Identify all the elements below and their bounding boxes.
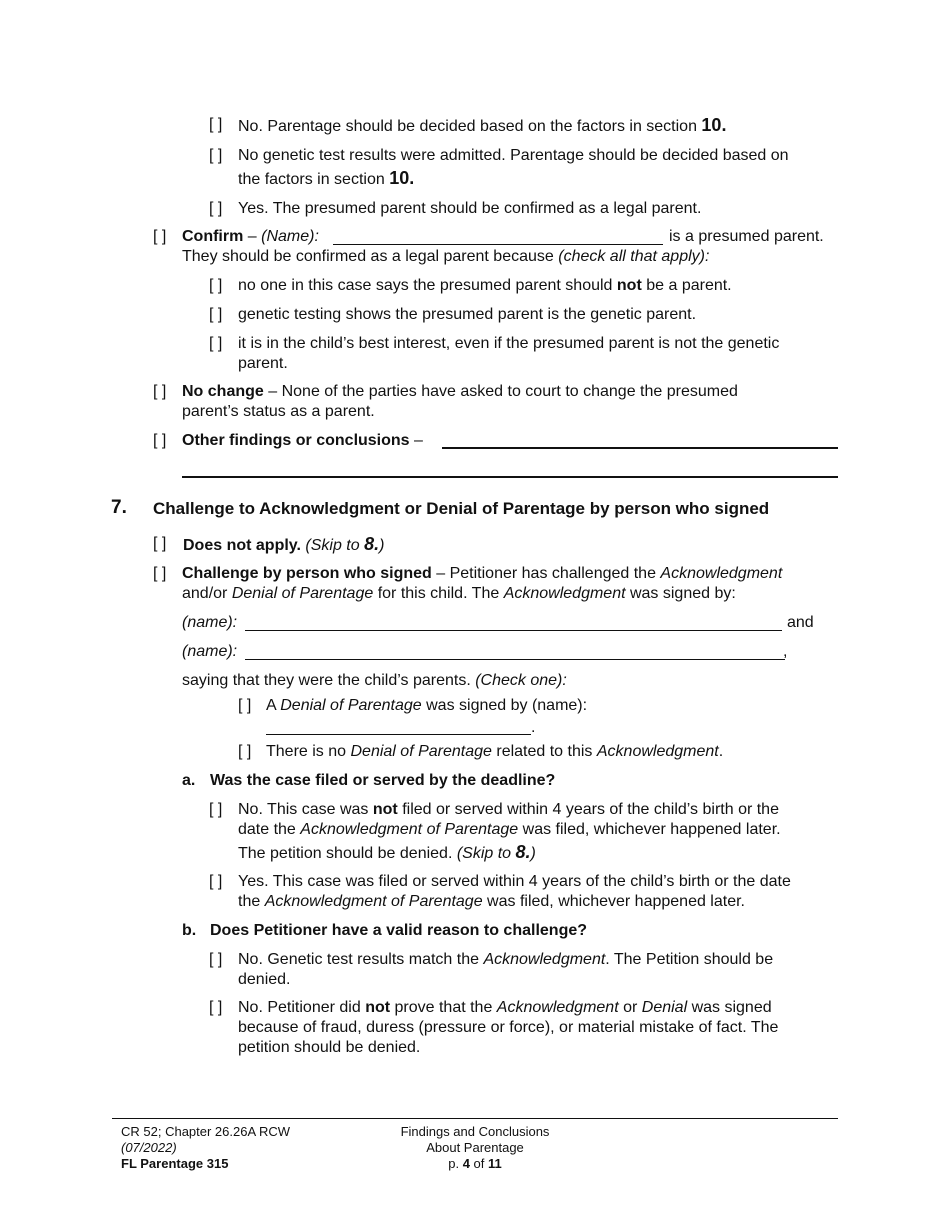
option-text: was signed [687, 999, 772, 1016]
page-total: 11 [488, 1156, 502, 1171]
option-text: the [238, 893, 265, 910]
emphasis: not [365, 999, 391, 1016]
option-text: Acknowledgment [596, 743, 719, 760]
option-text: it is in the child’s best interest, even if the presumed parent is not the genetic [238, 335, 780, 352]
option-text: – None of the parties have asked to court to change the presumed [263, 383, 738, 400]
checkbox[interactable]: [ ] [209, 801, 223, 818]
option-text: was filed, whichever happened later. [482, 893, 745, 910]
challenge-text: for this child. The [373, 585, 504, 602]
name-label-1: (name): [182, 614, 238, 631]
option-text: Yes. This case was filed or served within 4 years of the child’s birth or the date [238, 873, 791, 890]
challenge-text: Acknowledgment [660, 565, 783, 582]
option-text: Yes. The presumed parent should be confirmed as a legal parent. [238, 200, 702, 217]
challenge-text: – Petitioner has challenged the [431, 565, 661, 582]
checkbox[interactable]: [ ] [209, 951, 223, 968]
emphasis: not [616, 277, 642, 294]
skip-note: ) [530, 845, 536, 862]
page-current: 4 [462, 1156, 470, 1171]
check-one-note: (Check one): [475, 672, 567, 689]
skip-note: ) [379, 537, 385, 554]
not-apply-label: Does not apply. [183, 537, 301, 554]
name-input-line-2[interactable] [245, 659, 785, 660]
section-ref: 10. [701, 115, 727, 135]
dash: – [409, 432, 423, 449]
no-change-label: No change [182, 383, 264, 400]
name-input-line-1[interactable] [245, 630, 782, 631]
option-text: The petition should be denied. [238, 845, 457, 862]
option-text: No. This case was [238, 801, 373, 818]
checkbox[interactable]: [ ] [209, 116, 223, 133]
option-text: Acknowledgment of Parentage [300, 821, 519, 838]
section-ref: 10. [389, 168, 415, 188]
skip-note: (Skip to [300, 537, 365, 554]
subsection-question: Was the case filed or served by the deadline? [210, 772, 556, 789]
option-text: A [266, 697, 281, 714]
page-number [395, 1156, 555, 1172]
other-input-line-1[interactable] [442, 447, 838, 449]
option-text: Denial [641, 999, 688, 1016]
option-text: no one in this case says the presumed parent should [238, 277, 617, 294]
challenge-label: Challenge by person who signed [182, 565, 432, 582]
option-text: . [718, 743, 724, 760]
option-text: genetic testing shows the presumed parent is the genetic parent. [238, 306, 697, 323]
subsection-label: b. [182, 922, 197, 939]
name-input-line[interactable] [333, 244, 663, 245]
option-text: the factors in section [238, 171, 390, 188]
option-text: No. Genetic test results match the [238, 951, 484, 968]
comma-text: , [783, 643, 788, 660]
option-text: petition should be denied. [238, 1039, 421, 1056]
checkbox[interactable]: [ ] [209, 306, 223, 323]
checkbox[interactable]: [ ] [209, 277, 223, 294]
name-label: (Name): [261, 228, 319, 245]
checkbox[interactable]: [ ] [209, 200, 223, 217]
option-text: Acknowledgment of Parentage [264, 893, 483, 910]
option-text: was filed, whichever happened later. [518, 821, 781, 838]
dash: – [243, 228, 262, 245]
option-text: No. Petitioner did [238, 999, 366, 1016]
option-text: There is no [266, 743, 351, 760]
checkbox[interactable]: [ ] [153, 565, 167, 582]
footer-form-id: FL Parentage 315 [121, 1156, 229, 1171]
option-text: because of fraud, duress (pressure or force), or material mistake of fact. The [238, 1019, 779, 1036]
option-text: No genetic test results were admitted. Parentage should be decided based on [238, 147, 789, 164]
page-of: of [469, 1156, 489, 1171]
option-text: was signed by (name): [421, 697, 588, 714]
challenge-text: Acknowledgment [503, 585, 626, 602]
period-text: . [531, 719, 536, 736]
section-title: Challenge to Acknowledgment or Denial of Parentage by person who signed [153, 499, 770, 518]
option-text: be a parent. [641, 277, 732, 294]
emphasis: not [372, 801, 398, 818]
challenge-text: and/or [182, 585, 232, 602]
checkbox[interactable]: [ ] [238, 697, 252, 714]
option-text: or [618, 999, 642, 1016]
checkbox[interactable]: [ ] [153, 383, 167, 400]
subsection-label: a. [182, 772, 196, 789]
checkbox[interactable]: [ ] [209, 335, 223, 352]
other-label: Other findings or conclusions [182, 432, 410, 449]
denial-name-input-line[interactable] [266, 734, 531, 735]
option-text: Denial of Parentage [350, 743, 492, 760]
skip-note: (Skip to [456, 845, 516, 862]
checkbox[interactable]: [ ] [209, 999, 223, 1016]
footer-citation: CR 52; Chapter 26.26A RCW [121, 1124, 291, 1139]
checkbox[interactable]: [ ] [238, 743, 252, 760]
other-input-line-2[interactable] [182, 476, 838, 478]
checkbox[interactable]: [ ] [153, 535, 167, 552]
name-label-2: (name): [182, 643, 238, 660]
check-all-note: (check all that apply): [558, 248, 710, 265]
confirm-label: Confirm [182, 228, 244, 245]
option-text: . The Petition should be [605, 951, 774, 968]
challenge-text: was signed by: [625, 585, 736, 602]
option-text: parent. [238, 355, 288, 372]
option-text: Denial of Parentage [280, 697, 422, 714]
and-text: and [787, 614, 814, 631]
footer-date: (07/2022) [121, 1140, 177, 1155]
option-text: related to this [491, 743, 597, 760]
challenge-text: Denial of Parentage [231, 585, 374, 602]
checkbox[interactable]: [ ] [209, 873, 223, 890]
footer-rule [112, 1118, 838, 1119]
option-text: date the [238, 821, 301, 838]
page-prefix: p. [448, 1156, 463, 1171]
option-text: Acknowledgment [483, 951, 606, 968]
option-text: parent’s status as a parent. [182, 403, 375, 420]
option-text: prove that the [390, 999, 497, 1016]
checkbox[interactable]: [ ] [209, 147, 223, 164]
option-text: denied. [238, 971, 291, 988]
confirm-tail: is a presumed parent. [669, 228, 824, 245]
checkbox[interactable]: [ ] [153, 228, 167, 245]
confirm-text: They should be confirmed as a legal parent because [182, 248, 559, 265]
option-text: filed or served within 4 years of the child’s birth or the [397, 801, 779, 818]
footer-title-1: Findings and Conclusions [400, 1124, 550, 1139]
section-ref: 8. [515, 842, 531, 862]
saying-text: saying that they were the child’s parents. [182, 672, 476, 689]
checkbox[interactable]: [ ] [153, 432, 167, 449]
section-number: 7. [111, 497, 127, 518]
option-text: No. Parentage should be decided based on the factors in section [238, 118, 702, 135]
section-ref: 8. [364, 534, 380, 554]
footer-title-2: About Parentage [426, 1140, 524, 1155]
subsection-question: Does Petitioner have a valid reason to challenge? [210, 922, 588, 939]
option-text: Acknowledgment [496, 999, 619, 1016]
